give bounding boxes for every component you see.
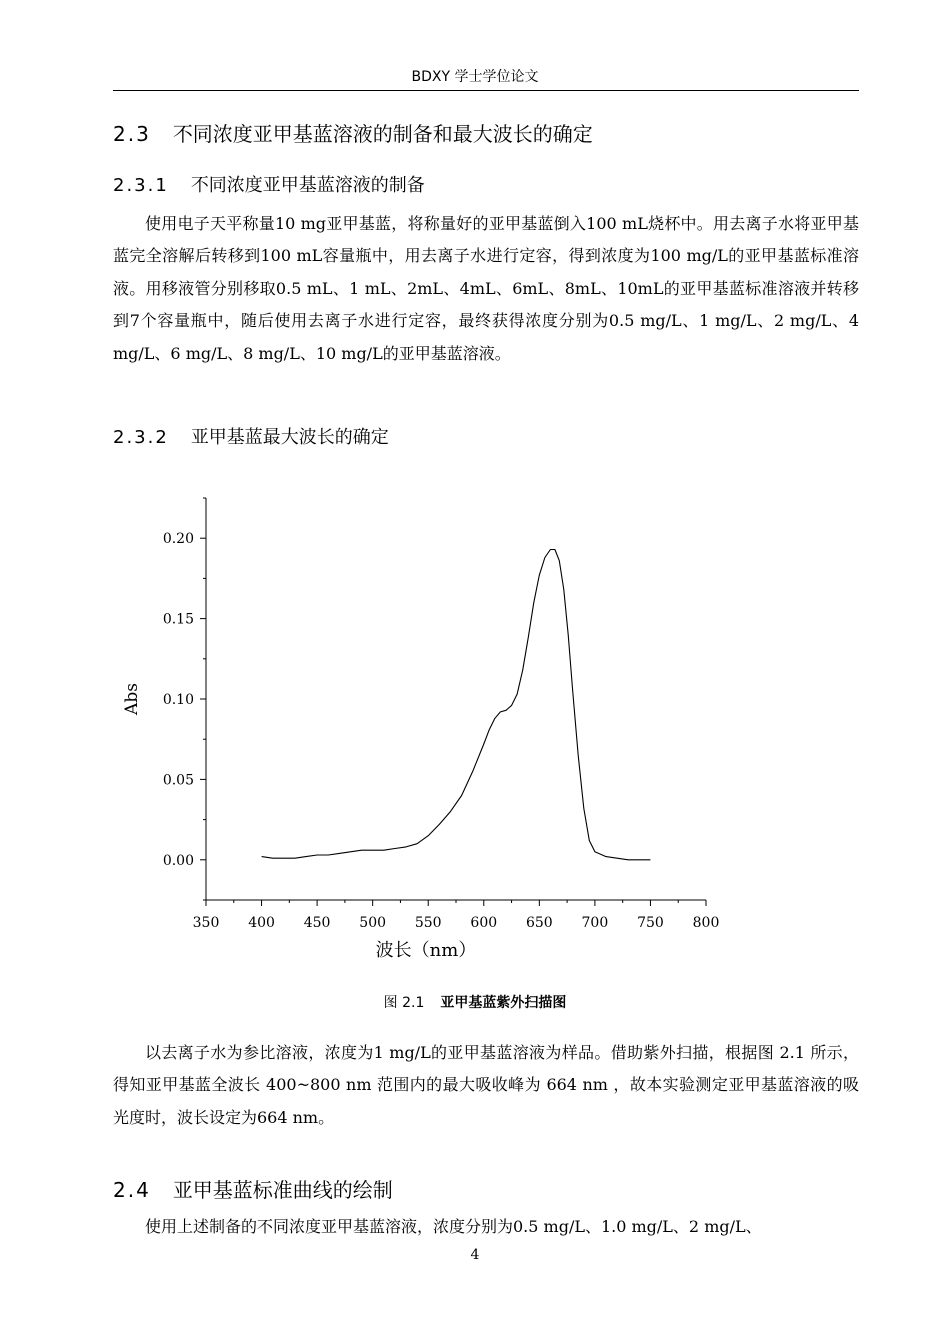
section-2-3-heading xyxy=(113,118,593,147)
figure-caption-text: 亚甲基蓝紫外扫描图 xyxy=(440,995,567,1011)
y-tick-label: 0.15 xyxy=(162,611,194,628)
section-title: 亚甲基蓝最大波长的确定 xyxy=(190,427,389,448)
chart-svg xyxy=(0,470,950,970)
paragraph-wavelength: 以去离子水为参比溶液，浓度为1 mg/L的亚甲基蓝溶液为样品。借助紫外扫描，根据图 2.1 所示，得知亚甲基蓝全波长 400~800 nm 范围内的最大吸收峰为 664 nm ，故本实验测定亚甲基蓝溶液的吸光度时，波长设定为664 nm。 xyxy=(113,1043,859,1127)
page-number: 4 xyxy=(470,1247,480,1263)
x-tick-label: 550 xyxy=(414,915,442,931)
running-header: BDXY 学士学位论文 xyxy=(411,69,539,85)
x-tick-label: 750 xyxy=(637,915,664,931)
figure-caption xyxy=(0,992,950,1012)
x-tick-label: 800 xyxy=(692,915,720,931)
x-tick-label: 400 xyxy=(248,915,275,931)
section-title: 不同浓度亚甲基蓝溶液的制备和最大波长的确定 xyxy=(172,122,593,146)
section-2-4-heading xyxy=(113,1174,393,1203)
y-tick-label: 0.05 xyxy=(162,772,194,789)
figure-number: 图 2.1 xyxy=(383,995,425,1011)
x-tick-label: 450 xyxy=(303,915,331,931)
paragraph-standard-curve: 使用上述制备的不同浓度亚甲基蓝溶液，浓度分别为0.5 mg/L、1.0 mg/L、2 mg/L、 xyxy=(145,1217,762,1236)
x-tick-label: 700 xyxy=(581,915,609,931)
section-number: 2.4 xyxy=(113,1178,151,1202)
section-2-3-1-heading xyxy=(113,171,425,197)
x-tick-label: 500 xyxy=(359,915,387,931)
paragraph-preparation: 使用电子天平称量10 mg亚甲基蓝，将称量好的亚甲基蓝倒入100 mL烧杯中。用去离子水将亚甲基蓝完全溶解后转移到100 mL容量瓶中，用去离子水进行定容，得到浓度为100 mg/L的亚甲基蓝标准溶液。用移液管分别移取0.5 mL、1 mL、2mL、4mL、6mL、8mL、10mL的亚甲基蓝标准溶液并转移到7个容量瓶中，随后使用去离子水进行定容，最终获得浓度分别为0.5 mg/L、1 mg/L、2 mg/L、4 mg/L、6 mg/L、8 mg/L、10 mg/L的亚甲基蓝溶液。 xyxy=(113,214,859,363)
section-number: 2.3.2 xyxy=(113,427,169,448)
y-tick-label: 0.20 xyxy=(162,531,194,548)
x-axis-label: 波长（nm） xyxy=(375,940,477,961)
x-tick-label: 600 xyxy=(470,915,498,931)
y-axis-label: Abs xyxy=(122,683,142,715)
section-number: 2.3.1 xyxy=(113,175,169,196)
y-tick-label: 0.00 xyxy=(162,852,194,869)
series-line xyxy=(262,550,651,860)
header-rule xyxy=(113,90,859,91)
x-tick-label: 350 xyxy=(192,915,220,931)
y-tick-label: 0.10 xyxy=(162,692,194,708)
section-2-3-2-heading xyxy=(113,423,389,449)
uv-scan-chart xyxy=(0,470,950,970)
section-number: 2.3 xyxy=(113,122,151,146)
section-title: 不同浓度亚甲基蓝溶液的制备 xyxy=(190,175,425,196)
x-tick-label: 650 xyxy=(525,915,553,931)
section-title: 亚甲基蓝标准曲线的绘制 xyxy=(172,1178,393,1202)
